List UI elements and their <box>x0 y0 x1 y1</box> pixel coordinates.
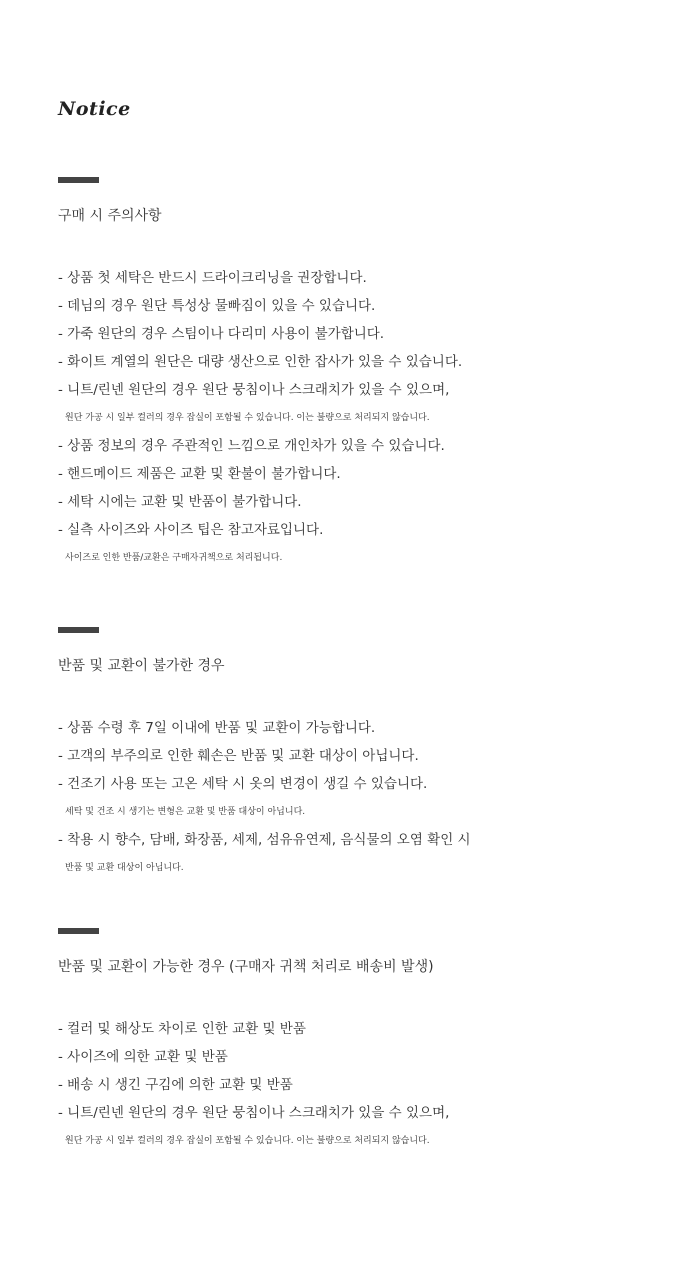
notice-line: - 상품 수령 후 7일 이내에 반품 및 교환이 가능합니다. <box>58 720 376 736</box>
section-lines <box>58 1015 688 1155</box>
section-lines <box>58 714 688 882</box>
notice-line: - 데님의 경우 원단 특성상 물빠짐이 있을 수 있습니다. <box>58 298 376 314</box>
notice-line-continuation: 사이즈로 인한 반품/교환은 구매자귀책으로 처리됩니다. <box>65 553 283 563</box>
notice-line: - 컬러 및 해상도 차이로 인한 교환 및 반품 <box>58 1021 306 1037</box>
notice-line-continuation: 원단 가공 시 일부 컬러의 경우 잡실이 포함될 수 있습니다. 이는 불량으로 처리되지 않습니다. <box>65 413 430 423</box>
section-divider-bar <box>58 928 99 934</box>
notice-line-continuation: 원단 가공 시 일부 컬러의 경우 잡실이 포함될 수 있습니다. 이는 불량으로 처리되지 않습니다. <box>65 1136 430 1146</box>
notice-line: - 니트/린넨 원단의 경우 원단 뭉침이나 스크래치가 있을 수 있으며, <box>58 1105 450 1121</box>
section-heading: 반품 및 교환이 불가한 경우 <box>58 658 225 674</box>
notice-line: - 상품 첫 세탁은 반드시 드라이크리닝을 권장합니다. <box>58 270 367 286</box>
notice-line: - 세탁 시에는 교환 및 반품이 불가합니다. <box>58 494 302 510</box>
notice-line: - 건조기 사용 또는 고온 세탁 시 옷의 변경이 생길 수 있습니다. <box>58 776 428 792</box>
section-return-not-allowed <box>58 627 688 882</box>
notice-line: - 화이트 계열의 원단은 대량 생산으로 인한 잡사가 있을 수 있습니다. <box>58 354 463 370</box>
section-purchase-precautions <box>58 177 688 572</box>
notice-line-continuation: 반품 및 교환 대상이 아닙니다. <box>65 863 184 873</box>
notice-title: Notice <box>58 98 131 120</box>
section-heading: 반품 및 교환이 가능한 경우 (구매자 귀책 처리로 배송비 발생) <box>58 959 434 975</box>
notice-line: - 고객의 부주의로 인한 훼손은 반품 및 교환 대상이 아닙니다. <box>58 748 419 764</box>
notice-line: - 상품 정보의 경우 주관적인 느낌으로 개인차가 있을 수 있습니다. <box>58 438 445 454</box>
section-divider-bar <box>58 627 99 633</box>
notice-line: - 가죽 원단의 경우 스팀이나 다리미 사용이 불가합니다. <box>58 326 385 342</box>
notice-line: - 핸드메이드 제품은 교환 및 환불이 불가합니다. <box>58 466 341 482</box>
section-return-allowed <box>58 928 688 1155</box>
section-divider-bar <box>58 177 99 183</box>
notice-line: - 배송 시 생긴 구김에 의한 교환 및 반품 <box>58 1077 293 1093</box>
notice-line: - 실측 사이즈와 사이즈 팁은 참고자료입니다. <box>58 522 324 538</box>
section-heading: 구매 시 주의사항 <box>58 208 162 224</box>
notice-line: - 착용 시 향수, 담배, 화장품, 세제, 섬유유연제, 음식물의 오염 확인 시 <box>58 832 471 848</box>
notice-line: - 니트/린넨 원단의 경우 원단 뭉침이나 스크래치가 있을 수 있으며, <box>58 382 450 398</box>
notice-line: - 사이즈에 의한 교환 및 반품 <box>58 1049 228 1065</box>
notice-line-continuation: 세탁 및 건조 시 생기는 변형은 교환 및 반품 대상이 아닙니다. <box>65 807 306 817</box>
section-lines <box>58 264 688 572</box>
